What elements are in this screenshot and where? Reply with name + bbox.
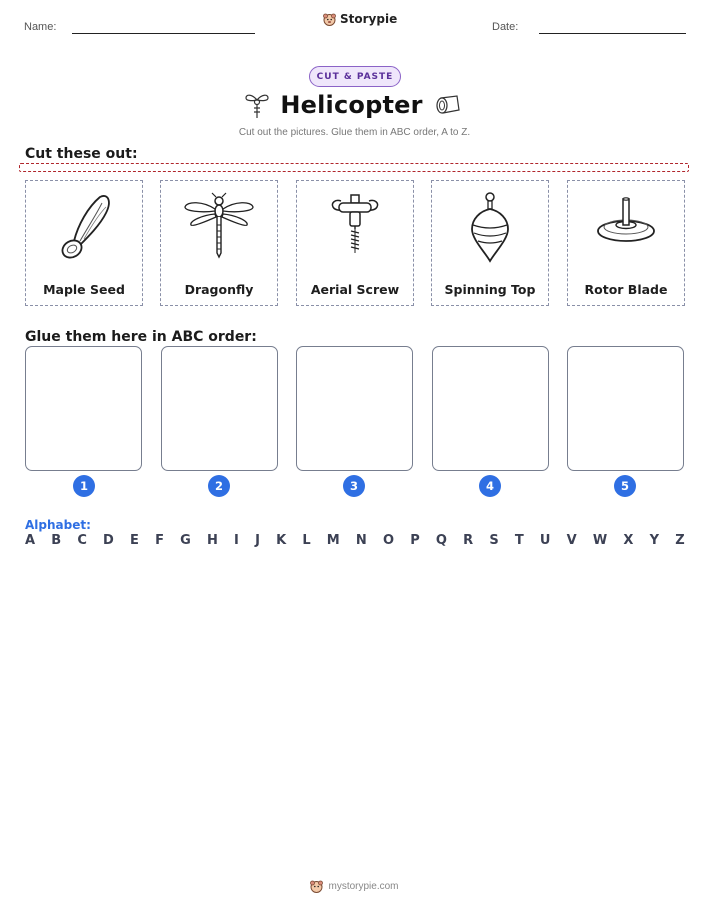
card-rotor-blade[interactable] [567, 180, 685, 306]
card-label: Dragonfly [184, 282, 254, 297]
glue-box-4[interactable] [432, 346, 549, 471]
glue-box-1[interactable] [25, 346, 142, 471]
brand-name: Storypie [340, 12, 398, 26]
number-badge-4: 4 [479, 475, 501, 497]
alphabet-letter: N [355, 533, 367, 548]
alphabet-letter: K [276, 533, 287, 548]
helicopter-seed-icon [244, 90, 270, 120]
glue-box-2[interactable] [161, 346, 278, 471]
glue-box-5[interactable] [567, 346, 684, 471]
card-maple-seed[interactable] [25, 180, 143, 306]
glue-box-3[interactable] [296, 346, 413, 471]
number-badge-3: 3 [343, 475, 365, 497]
instructions: Cut out the pictures. Glue them in ABC order, A to Z. [238, 127, 471, 138]
date-line[interactable] [539, 33, 686, 34]
card-dragonfly[interactable] [160, 180, 278, 306]
alphabet-letter: M [326, 533, 340, 548]
brand-logo [323, 12, 397, 26]
alphabet-letter: Y [649, 533, 660, 548]
alphabet-letter: V [566, 533, 577, 548]
alphabet-letter: Z [675, 533, 685, 548]
alphabet-letter: B [51, 533, 62, 548]
card-label: Spinning Top [444, 282, 536, 297]
alphabet-letter: F [155, 533, 164, 548]
aerial-screw-icon [315, 189, 395, 271]
alphabet-label: Alphabet: [25, 518, 91, 532]
rotor-blade-icon [586, 189, 666, 271]
title-row [0, 90, 709, 120]
footer [0, 880, 709, 893]
alphabet-letter: O [382, 533, 395, 548]
alphabet-letter: A [25, 533, 36, 548]
page-title: Helicopter [280, 91, 423, 119]
number-badge-5: 5 [614, 475, 636, 497]
name-line[interactable] [72, 33, 255, 34]
name-label: Name: [24, 21, 57, 33]
glue-section-title: Glue them here in ABC order: [25, 329, 257, 345]
alphabet-letter: I [234, 533, 239, 548]
maple-seed-icon [44, 189, 124, 271]
alphabet-letter: T [514, 533, 524, 548]
storypie-mascot-icon [310, 880, 323, 893]
alphabet-letter: X [623, 533, 634, 548]
alphabet-letter: C [77, 533, 87, 548]
spinning-top-icon [450, 189, 530, 271]
footer-url[interactable]: mystorypie.com [328, 881, 399, 892]
number-badge-2: 2 [208, 475, 230, 497]
storypie-mascot-icon [323, 13, 336, 26]
alphabet-letter: W [592, 533, 608, 548]
alphabet-letter: G [180, 533, 191, 548]
alphabet-letter: D [103, 533, 114, 548]
alphabet-letter: Q [435, 533, 447, 548]
cut-paste-badge: CUT & PASTE [309, 66, 401, 87]
alphabet-letter: H [206, 533, 218, 548]
alphabet-letter: U [539, 533, 551, 548]
cut-line [19, 163, 689, 172]
tube-icon [433, 94, 465, 116]
alphabet-letter: S [489, 533, 499, 548]
card-aerial-screw[interactable] [296, 180, 414, 306]
alphabet-letter: E [130, 533, 139, 548]
alphabet-row [25, 533, 685, 548]
dragonfly-icon [179, 189, 259, 271]
card-label: Rotor Blade [584, 282, 668, 297]
card-spinning-top[interactable] [431, 180, 549, 306]
alphabet-letter: L [302, 533, 311, 548]
card-label: Aerial Screw [310, 282, 400, 297]
alphabet-letter: P [410, 533, 420, 548]
number-badge-1: 1 [73, 475, 95, 497]
alphabet-letter: R [463, 533, 474, 548]
cut-section-title: Cut these out: [25, 146, 138, 162]
card-label: Maple Seed [43, 282, 125, 297]
alphabet-letter: J [255, 533, 260, 548]
date-label: Date: [492, 21, 519, 33]
